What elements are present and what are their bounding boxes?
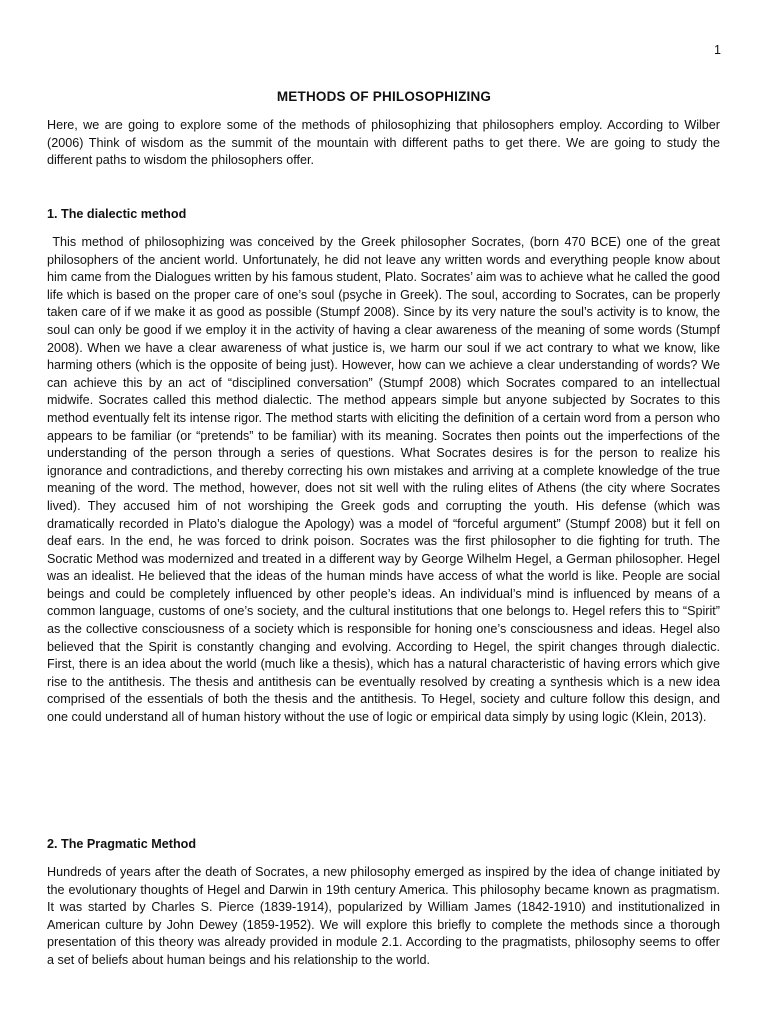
page-number: 1 xyxy=(714,43,721,57)
document-title: METHODS OF PHILOSOPHIZING xyxy=(276,89,492,104)
intro-paragraph: Here, we are going to explore some of the methods of philosophizing that philosophers employ. According to Wilber (2006) Think of wisdom as the summit of the mountain with different paths to get there. We are going to study the different paths to wisdom the philosophers offer. xyxy=(47,118,720,168)
section-heading-pragmatic: 2. The Pragmatic Method xyxy=(47,837,197,851)
section-heading-dialectic: 1. The dialectic method xyxy=(47,207,187,221)
section-body-dialectic: This method of philosophizing was conceived by the Greek philosopher Socrates, (born 470 BCE) one of the great philosophers of the ancient world. Unfortunately, he did not leave any written words and everything people know about him came from the Dialogues written by his famous student, Plato. Socrates’ aim was to achieve what he called the good life which is based on the proper care of one’s soul (psyche in Greek). The soul, according to Socrates, can be properly taken care of if we make it as good as possible (Stumpf 2008). Since by its very nature the soul’s activity is to know, the soul can only be good if we employ it in the activity of having a clear awareness of the meaning of some words (Stumpf 2008). When we have a clear awareness of what justice is, we harm our soul if we act contrary to what we know, like harming others (which is the opposite of being just). However, how can we achieve a clear understanding of words? We can achieve this by an act of “disciplined conversation” (Stumpf 2008) which Socrates compared to an intellectual midwife. Socrates called this method dialectic. The method appears simple but anyone subjected by Socrates to this method eventually felt its intense rigor. The method starts with eliciting the definition of a certain word from a person who appears to be familiar (or “pretends” to be familiar) with its meaning. Socrates then points out the imperfections of the understanding of the person through a series of questions. What Socrates desires is for the person to realize his ignorance and contradictions, and thereby correcting his own mistakes and arriving at a complete knowledge of the true meaning of the word. The method, however, does not sit well with the ruling elites of Athens (the city where Socrates lived). They accused him of not worshiping the Greek gods and corrupting the youth. His defense (which was dramatically recorded in Plato’s dialogue the Apology) was a model of “forceful argument” (Stumpf 2008) but it fell on deaf ears. In the end, he was forced to drink poison. Socrates was the first philosopher to die fighting for truth. The Socratic Method was modernized and treated in a different way by George Wilhelm Hegel, a German philosopher. Hegel was an idealist. He believed that the ideas of the human minds have access of what the world is like. People are social beings and could be completely influenced by other people’s ideas. An individual’s mind is influenced by means of a common language, customs of one’s society, and the cultural institutions that one belongs to. Hegel refers this to “Spirit” as the collective consciousness of a society which is responsible for honing one’s consciousness and ideas. Hegel also believed that the Spirit is constantly changing and evolving. According to Hegel, the spirit changes through dialectic. First, there is an idea about the world (much like a thesis), which has a natural characteristic of having errors which give rise to the antithesis. The thesis and antithesis can be eventually resolved by creating a synthesis which is a new idea comprised of the essentials of both the thesis and the antithesis. To Hegel, society and culture follow this design, and one could understand all of human history without the use of logic or empirical data simply by using logic (Klein, 2013). xyxy=(47,235,720,725)
section-body-pragmatic: Hundreds of years after the death of Socrates, a new philosophy emerged as inspired by the idea of change initiated by the evolutionary thoughts of Hegel and Darwin in 19th century America. This philosophy became known as pragmatism. It was started by Charles S. Pierce (1839-1914), popularized by William James (1842-1910) and institutionalized in American culture by John Dewey (1859-1952). We will explore this briefly to complete the methods since a thorough presentation of this theory was already provided in module 2.1. According to the pragmatists, philosophy seems to offer a set of beliefs about human beings and his relationship to the world. xyxy=(47,865,720,967)
